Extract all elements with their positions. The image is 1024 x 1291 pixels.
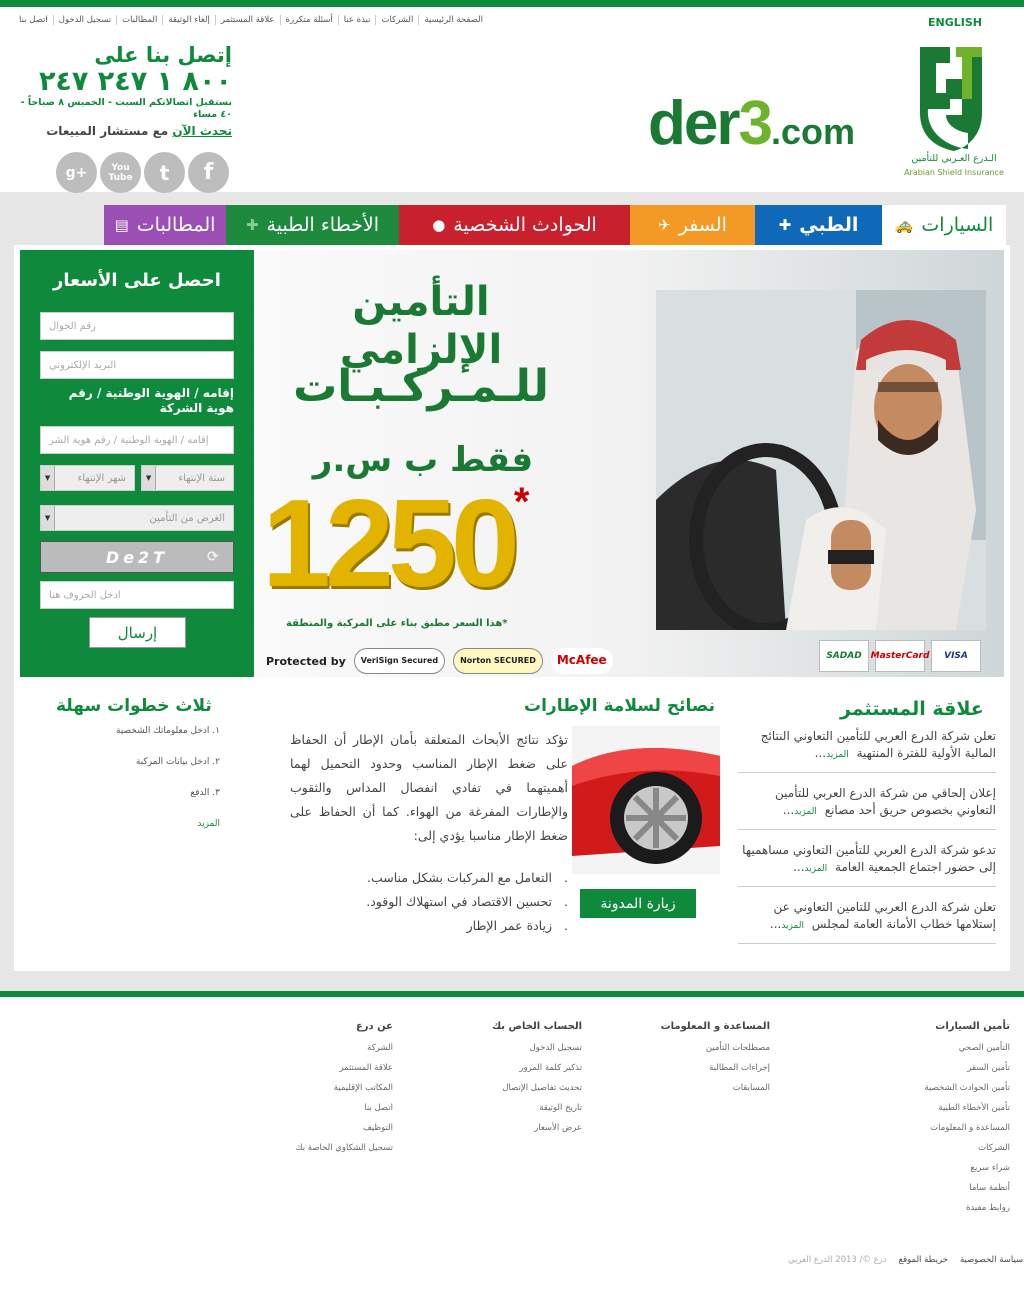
article-body: تؤكد نتائج الأبحاث المتعلقة بأمان الإطار أن الحفاظ على ضغط الإطار المناسب وحدود التحميل لهما أهميتهما في تفادي انفصال المداس والثقوب والإطارات المفرغة من الهواء. كما أن الحفاظ على ضغط الإطار مناسبا يؤدي إلى: [290,732,568,843]
taxi-icon: 🚕 [894,216,914,234]
visit-blog-button[interactable]: زيارة المدونة [580,889,696,918]
nav-home[interactable]: الصفحة الرئيسية [418,15,488,25]
brand-part-der: der [648,89,739,158]
sadad-card-icon: SADAD [819,640,869,672]
news-text: تعلن شركة الدرع العربي للتامين التعاوني عن إستلامها خطاب الأمانة العامة لمجلس [773,900,996,931]
expiry-year-select[interactable] [141,465,234,491]
captcha-image [40,541,234,573]
footer-link[interactable]: التأمين الصحي [958,1043,1010,1053]
news-item[interactable]: إعلان إلحاقي من شركة الدرع العربي للتأمين التعاوني بخصوص حريق أحد مصانع المزيد... [738,785,996,830]
tab-travel-label: السفر [678,214,727,236]
news-more-link[interactable]: المزيد [826,750,849,760]
tab-cars-label: السيارات [921,214,994,236]
footer-link[interactable]: الشركة [367,1043,393,1053]
top-accent-bar [0,0,1024,7]
sitemap-link[interactable]: خريطة الموقع [898,1255,948,1265]
person-icon: ● [432,216,446,234]
tab-claims-label: المطالبات [136,214,216,236]
steps-title: ثلاث خطوات سهلة [56,696,212,716]
nav-companies[interactable]: الشركات [375,15,418,25]
visa-icon: VISA [931,640,981,672]
payment-cards [819,640,981,672]
footer-col-title: الحساب الخاص بك [492,1021,582,1032]
investor-news-list [738,728,996,956]
bullet-item-3: . زيادة عمر الإطار [290,914,568,938]
captcha-text: De2T [105,547,169,567]
copyright-text: درع ©/ 2013 الدرع العربي [788,1255,887,1265]
footer-link[interactable]: الشركات [978,1143,1010,1153]
mcafee-badge[interactable]: McAfee [551,648,613,674]
youtube-icon[interactable]: You Tube [100,152,141,193]
purpose-value: الغرض من التأمين [149,512,225,524]
facebook-icon[interactable]: f [188,152,229,193]
contact-hours: نستقبل اتصالاتكم السبت - الخميس ٨ صباحاً - ٤٠ مساء [20,97,232,120]
purpose-select[interactable] [40,505,234,531]
language-switch[interactable]: ENGLISH [928,16,982,29]
news-text: تدعو شركة الدرع العربي للتأمين التعاوني مساهميها إلى حضور اجتماع الجمعية العامة [742,843,996,874]
talk-to-advisor [14,121,232,141]
security-badges [266,648,613,674]
footer-link[interactable]: تسجيل الشكاوي الخاصة بك [295,1143,393,1153]
footer-link[interactable]: تأمين الحوادث الشخصية [924,1083,1010,1093]
nav-investors[interactable]: علاقة المستثمر [215,15,280,25]
footer-col-title: عن درع [355,1021,393,1032]
medical-kit-icon: ✚ [778,216,792,234]
talk-rest: مع مستشار المبيعات [46,124,173,138]
investors-title: علاقة المستثمر [840,698,984,720]
footer-link[interactable]: التوظيف [362,1123,393,1133]
contact-number: ٨٠٠ ١ ٢٤٧ ٢٤٧ [38,66,232,97]
twitter-icon[interactable]: t [144,152,185,193]
tab-cars[interactable] [882,205,1006,245]
steps-list [40,726,220,850]
verisign-badge[interactable]: VeriSign Secured [354,648,445,674]
footer-link[interactable]: المساعدة و المعلومات [930,1123,1010,1133]
footer-link[interactable]: مصطلحات التأمين [705,1043,770,1053]
contact-title: إتصل بنا على [94,43,232,67]
red-car-tire-image [572,726,720,874]
nav-claims[interactable]: المطالبات [116,15,162,25]
nav-about[interactable]: نبذة عنا [338,15,376,25]
footer-col-cars [880,1021,1010,1218]
footer-link[interactable]: تأمين الأخطاء الطبية [938,1103,1010,1113]
step-item-2: ٢. ادخل بيانات المركبة [135,757,220,767]
protected-by-label: Protected by [266,654,346,668]
driver-illustration [656,290,986,630]
privacy-link[interactable]: سياسة الخصوصية [959,1255,1024,1265]
site-header [0,7,1024,192]
tab-travel[interactable] [630,205,755,245]
medical-bag-icon: ✚ [245,216,259,234]
banner-line2: للـمـركـبـات [293,361,549,412]
footer-link[interactable]: المكاتب الإقليمية [333,1083,393,1093]
article-title: نصائح لسلامة الإطارات [524,696,715,716]
news-text: إعلان إلحاقي من شركة الدرع العربي للتأمين التعاوني بخصوص حريق أحد مصانع [775,786,996,817]
banner-price [262,475,524,613]
footer-link[interactable]: عرض الأسعار [534,1123,582,1133]
tab-personal-accidents[interactable] [399,205,630,245]
promo-banner[interactable] [256,250,1004,677]
banner-note: *هذا السعر مطبق بناء على المركبة والمنطقة [286,618,508,629]
banner-price-value: 1250 [262,475,514,613]
footer-link[interactable]: روابط مفيدة [965,1203,1010,1213]
google-plus-icon[interactable]: g+ [56,152,97,193]
footer-col-title: المساعدة و المعلومات [660,1021,770,1032]
captcha-input[interactable]: ادخل الحروف هنا [40,581,234,609]
tab-medical-errors[interactable] [226,205,399,245]
refresh-icon[interactable]: ⟳ [207,549,223,565]
footer-link[interactable]: المسابقات [732,1083,770,1093]
tab-medical-label: الطبي [799,214,859,236]
id-label: إقامه / الهوية الوطنية / رقم هوية الشركة [68,386,234,415]
step-item-3: ٣. الدفع [190,788,220,798]
top-navigation [18,15,488,25]
step-item-1: ١. ادخل معلوماتك الشخصية [115,726,220,736]
nav-faq[interactable]: أسئلة متكررة [280,15,338,25]
footer-link[interactable]: شراء سريع [970,1163,1010,1173]
der3-brand[interactable] [648,89,855,158]
footer-link[interactable]: تحديث تفاصيل الإتصال [502,1083,582,1093]
footer-link[interactable]: اتصل بنا [364,1103,393,1113]
footer-link[interactable]: أنظمة ساما [969,1183,1010,1193]
footer-link[interactable]: تسجيل الدخول [529,1043,582,1053]
mobile-input[interactable]: رقم الجوال [40,312,234,340]
product-tabs [104,205,1006,245]
shield-logo-icon [898,43,1010,153]
expiry-year-value: سنة الإنتهاء [178,472,225,484]
submit-button[interactable]: إرسال [89,617,186,648]
bullet-item-2: . تحسين الاقتصاد في استهلاك الوقود. [290,890,568,914]
article-bullets [290,866,568,938]
steps-more-link[interactable]: المزيد [197,819,220,829]
banner-line1: التأمين الإلزامي [339,279,503,373]
contact-block [14,43,232,141]
brand-part-3: 3 [738,89,771,158]
quote-form-title: احصل على الأسعار [53,270,221,291]
nav-contact[interactable]: اتصل بنا [19,15,48,25]
tab-medical[interactable] [755,205,882,245]
footer-link[interactable]: تاريخ الوثيقة [539,1103,582,1113]
airplane-icon: ✈ [658,216,671,234]
nav-cancel-policy[interactable]: إلغاء الوثيقة [162,15,214,25]
site-footer [0,997,1024,1291]
news-item[interactable]: تدعو شركة الدرع العربي للتأمين التعاوني مساهميها إلى حضور اجتماع الجمعية العامة المزيد... [738,842,996,887]
footer-col-about [263,1021,393,1158]
tab-personal-accidents-label: الحوادث الشخصية [453,214,597,236]
footer-col-account [452,1021,582,1138]
mastercard-icon: MasterCard [875,640,925,672]
logo-english-name: Arabian Shield Insurance [904,168,1004,177]
tab-medical-errors-label: الأخطاء الطبية [266,214,380,236]
document-icon: ▤ [114,216,129,234]
quote-form [20,250,254,677]
footer-bottom-links [788,1255,1023,1265]
news-text: تعلن شركة الدرع العربي للتأمين التعاوني النتائج المالية الأولية للفترة المنتهية [760,729,996,760]
footer-link[interactable]: علاقة المستثمر [339,1063,393,1073]
logo-arabic-name: الـدرع العـربي للتأمين [911,153,997,164]
chevron-down-icon: ▼ [142,466,156,490]
news-item[interactable]: تعلن شركة الدرع العربي للتامين التعاوني عن إستلامها خطاب الأمانة العامة لمجلس المزيد... [738,899,996,944]
email-input[interactable]: البريد الإلكتروني [40,351,234,379]
expiry-month-value: شهر الإنتهاء [77,472,126,484]
bullet-item-1: . التعامل مع المركبات بشكل مناسب. [290,866,568,890]
expiry-month-select[interactable] [40,465,135,491]
banner-line3: فقط ب س.ر [312,440,534,480]
news-more-link[interactable]: المزيد [781,921,804,931]
footer-link[interactable]: تذكير كلمة المرور [519,1063,582,1073]
brand-part-com: .com [770,111,855,152]
footer-col-help [640,1021,770,1098]
talk-now-link[interactable]: تحدث الآن [172,124,232,138]
footer-col-title: تأمين السيارات [935,1021,1010,1032]
social-links [56,152,229,193]
footer-link[interactable]: إجراءات المطالبة [709,1063,770,1073]
banner-star: * [513,480,524,524]
company-logo[interactable] [898,43,1010,183]
footer-link[interactable]: تأمين السفر [967,1063,1010,1073]
news-more-link[interactable]: المزيد [804,864,828,874]
nav-login[interactable]: تسجيل الدخول [53,15,116,25]
news-more-link[interactable]: المزيد [794,807,817,817]
norton-badge[interactable]: Norton SECURED [453,648,543,674]
chevron-down-icon: ▼ [41,466,55,490]
chevron-down-icon: ▼ [41,506,55,530]
news-item[interactable]: تعلن شركة الدرع العربي للتأمين التعاوني النتائج المالية الأولية للفترة المنتهية المزيد... [738,728,996,773]
tab-claims[interactable] [104,205,226,245]
id-input[interactable]: إقامه / الهوية الوطنية / رقم هوية الشر [40,426,234,454]
